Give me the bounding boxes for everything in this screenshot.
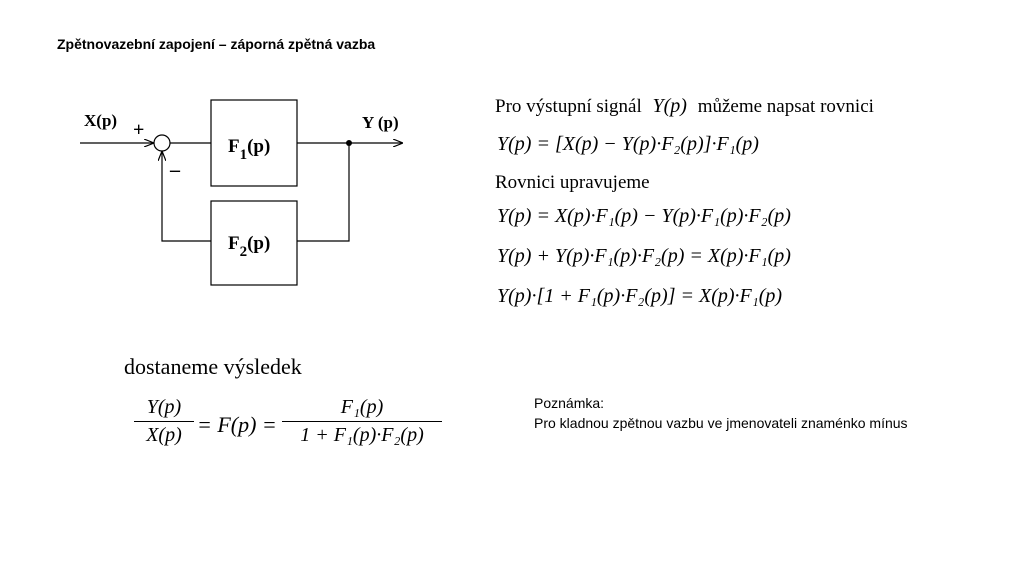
slide-title: Zpětnovazební zapojení – záporná zpětná vazba	[57, 36, 376, 52]
intro-suffix: můžeme napsat rovnici	[697, 96, 874, 117]
equation-2: Y(p) = X(p)·F₁(p) − Y(p)·F₁(p)·F₂(p)	[497, 205, 791, 227]
lhs-fraction	[134, 396, 194, 447]
plus-sign: +	[133, 119, 145, 141]
lhs-denominator: X(p)	[134, 421, 194, 447]
intro-prefix: Pro výstupní signál	[495, 96, 642, 117]
intro-symbol: Y(p)	[652, 95, 687, 117]
feedback-path-right	[297, 143, 349, 241]
rhs-denominator: 1 + F₁(p)·F₂(p)	[282, 421, 442, 447]
result-middle: = F(p) =	[197, 412, 277, 437]
minus-sign: –	[170, 159, 180, 181]
output-label: Y (p)	[362, 113, 399, 132]
intro-line	[495, 95, 874, 118]
lhs-numerator: Y(p)	[146, 396, 182, 418]
equation-1: Y(p) = [X(p) − Y(p)·F₂(p)]·F₁(p)	[497, 133, 759, 155]
rhs-numerator: F₁(p)	[340, 396, 384, 418]
equation-3: Y(p) + Y(p)·F₁(p)·F₂(p) = X(p)·F₁(p)	[497, 245, 791, 267]
summing-junction	[154, 135, 170, 151]
input-label: X(p)	[84, 111, 118, 130]
note-text: Pro kladnou zpětnou vazbu ve jmenovateli znaménko mínus	[534, 415, 908, 431]
note	[534, 393, 964, 433]
note-heading: Poznámka:	[534, 395, 605, 411]
result-label: dostaneme výsledek	[124, 354, 302, 379]
feedback-block-label: $F_2(p)$	[228, 233, 271, 260]
equation-4: Y(p)·[1 + F₁(p)·F₂(p)] = X(p)·F₁(p)	[497, 285, 783, 307]
forward-block-label: $F_1(p)$	[228, 136, 271, 163]
step-label: Rovnici upravujeme	[495, 172, 650, 193]
rhs-fraction	[282, 396, 442, 447]
